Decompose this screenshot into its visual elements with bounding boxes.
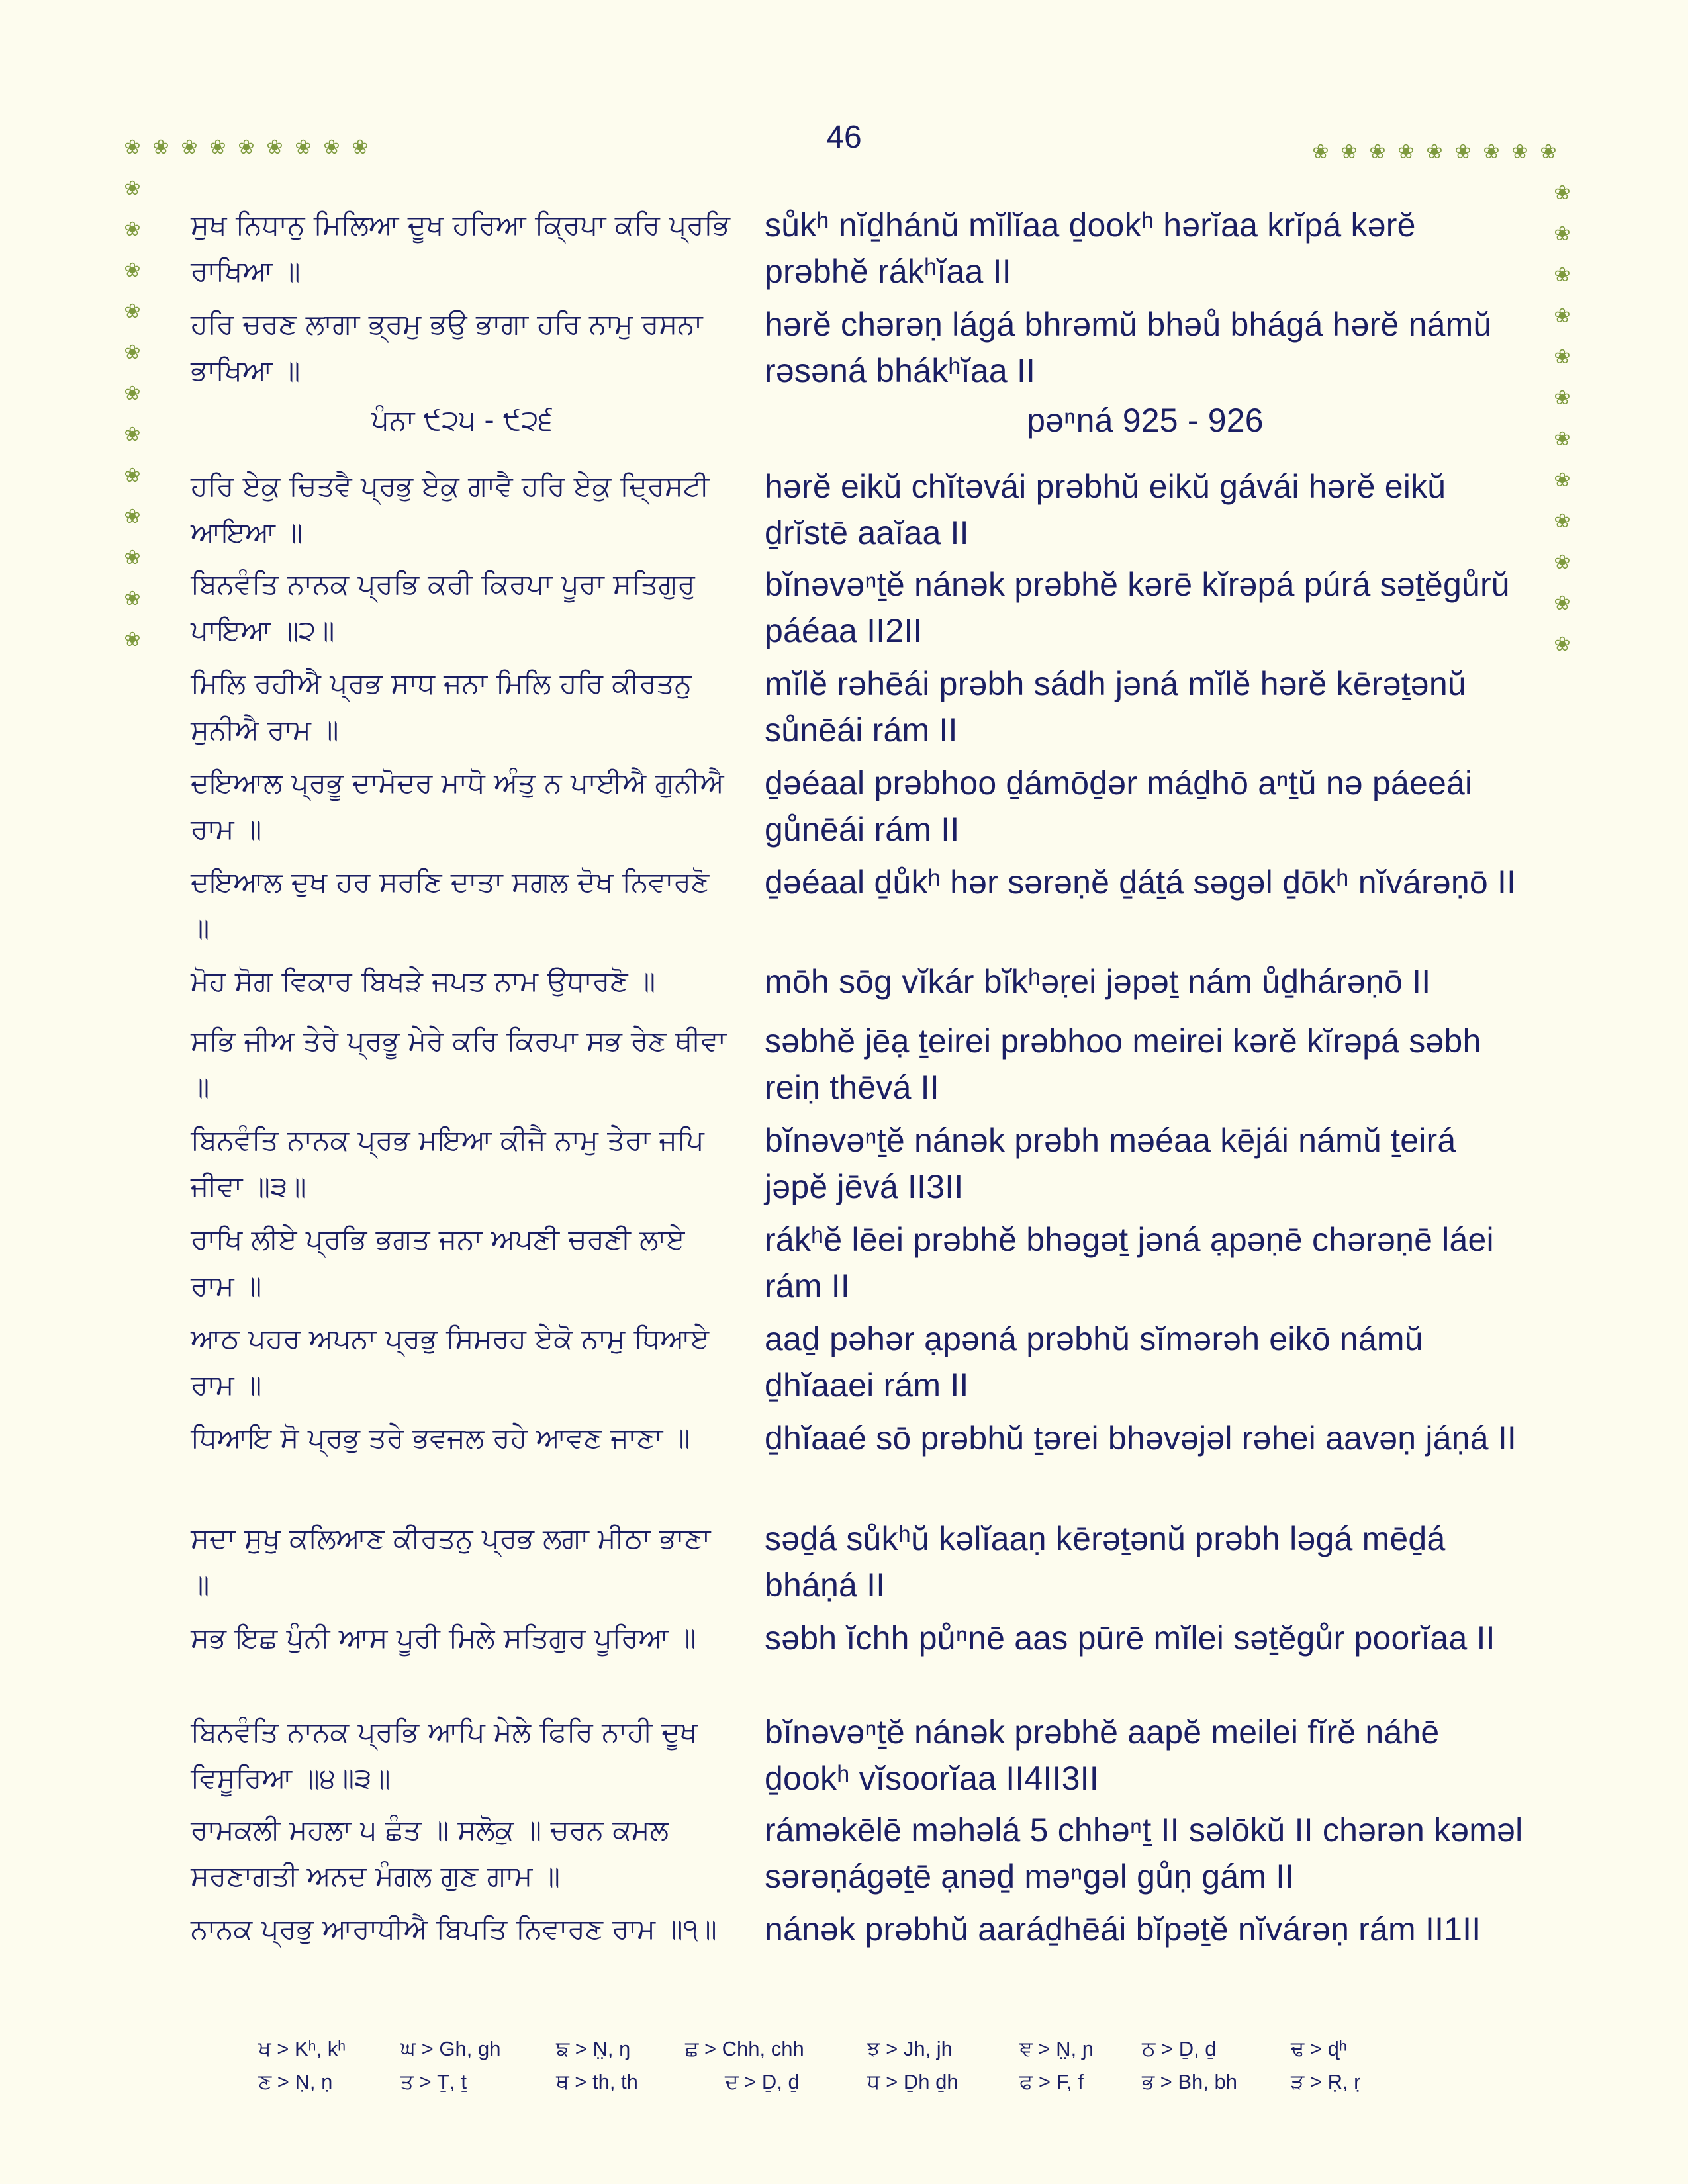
flower-icon: ❀ <box>1554 633 1571 656</box>
legend-item: ਢ > ɖʰ <box>1291 2037 1347 2060</box>
flower-icon: ❀ <box>1554 387 1571 410</box>
flower-icon: ❀ <box>124 505 141 528</box>
flower-icon: ❀ <box>124 546 141 569</box>
gurmukhi-line: ਨਾਨਕ ਪ੍ਰਭੁ ਆਰਾਧੀਐ ਬਿਪਤਿ ਨਿਵਾਰਣ ਰਾਮ ॥੧॥ <box>191 1913 717 1945</box>
legend-item: ਫ > F, f <box>1019 2070 1084 2093</box>
flower-icon: ❀ <box>124 341 141 364</box>
page-number: 46 <box>826 120 862 155</box>
flower-icon: ❀ <box>181 136 198 159</box>
gurmukhi-line: ਸੁਖ ਨਿਧਾਨੁ ਮਿਲਿਆ ਦੂਖ ਹਰਿਆ ਕ੍ਰਿਪਾ ਕਰਿ ਪ੍ਰਭਿ ਰਾਖਿਆ ॥ <box>191 208 730 287</box>
flower-icon: ❀ <box>124 628 141 651</box>
legend-item: ਭ > Bh, bh <box>1142 2070 1237 2093</box>
gurmukhi-line: ਬਿਨਵੰਤਿ ਨਾਨਕ ਪ੍ਰਭਿ ਕਰੀ ਕਿਰਪਾ ਪੂਰਾ ਸਤਿਗੁਰੁ ਪਾਇਆ ॥੨॥ <box>191 568 695 647</box>
legend-item: ਖ > Kʰ, kʰ <box>258 2037 346 2060</box>
legend-item: ਙ > N̤, ŋ <box>556 2037 631 2060</box>
flower-icon: ❀ <box>152 136 169 159</box>
transliteration-line: ḏəéaal ḏůkʰ hər sərəṇĕ ḏáṯá səgəl ḏōkʰ nĭvárəṇō II <box>765 864 1517 901</box>
flower-icon: ❀ <box>1554 222 1571 246</box>
flower-icon: ❀ <box>1554 181 1571 205</box>
flower-icon: ❀ <box>1540 140 1557 163</box>
legend-item: ਛ > Chh, chh <box>685 2037 804 2060</box>
legend-item: ਥ > th, th <box>556 2070 638 2093</box>
flower-icon: ❀ <box>1454 140 1472 163</box>
transliteration-line: nánək prəbhŭ aaráḏhēái bĭpəṯĕ nĭvárəṇ rám II1II <box>765 1911 1481 1948</box>
flower-icon: ❀ <box>1554 345 1571 369</box>
gurmukhi-line: ਰਾਖਿ ਲੀਏ ਪ੍ਰਭਿ ਭਗਤ ਜਨਾ ਅਪਣੀ ਚਰਣੀ ਲਾਏ ਰਾਮ ॥ <box>191 1223 685 1302</box>
transliteration-line: sůkʰ nĭḏhánŭ mĭlĭaa ḏookʰ hərĭaa krĭpá kərĕ prəbhĕ rákʰĭaa II <box>765 206 1416 290</box>
transliteration-line: hərĕ eikŭ chĭtəvái prəbhŭ eikŭ gávái hərĕ eikŭ ḏrĭstē aaĭaa II <box>765 468 1446 551</box>
flower-icon: ❀ <box>124 136 141 159</box>
flower-icon: ❀ <box>1369 140 1386 163</box>
flower-icon: ❀ <box>1312 140 1329 163</box>
gurmukhi-line: ਬਿਨਵੰਤਿ ਨਾਨਕ ਪ੍ਰਭਿ ਆਪਿ ਮੇਲੇ ਫਿਰਿ ਨਾਹੀ ਦੂਖ ਵਿਸੂਰਿਆ ॥੪॥੩॥ <box>191 1715 698 1794</box>
transliteration-line: ḏəéaal prəbhoo ḏámōḏər máḏhō aⁿṯŭ nə páeeái gůnēái rám II <box>765 764 1473 848</box>
gurmukhi-line: ਸਦਾ ਸੁਖੁ ਕਲਿਆਣ ਕੀਰਤਨੁ ਪ੍ਰਭ ਲਗਾ ਮੀਠਾ ਭਾਣਾ ॥ <box>191 1522 711 1601</box>
flower-icon: ❀ <box>238 136 255 159</box>
flower-icon: ❀ <box>124 587 141 610</box>
gurmukhi-line: ਹਰਿ ਚਰਣ ਲਾਗਾ ਭ੍ਰਮੁ ਭਉ ਭਾਗਾ ਹਰਿ ਨਾਮੁ ਰਸਨਾ ਭਾਖਿਆ ॥ <box>191 308 703 387</box>
transliteration-line: aaḏ pəhər ạpəná prəbhŭ sĭmərəh eikō námŭ ḏhĭaaei rám II <box>765 1320 1423 1404</box>
flower-icon: ❀ <box>124 423 141 446</box>
gurmukhi-line: ਸਭ ਇਛ ਪੁੰਨੀ ਆਸ ਪੂਰੀ ਮਿਲੇ ਸਤਿਗੁਰ ਪੂਰਿਆ ॥ <box>191 1621 696 1654</box>
gurmukhi-line: ਧਿਆਇ ਸੋ ਪ੍ਰਭੁ ਤਰੇ ਭਵਜਲ ਰਹੇ ਆਵਣ ਜਾਣਾ ॥ <box>191 1422 690 1454</box>
transliteration-line: səḏá sůkʰŭ kəlĭaaṇ kērəṯənŭ prəbh ləgá mēḏá bháṇá II <box>765 1520 1446 1604</box>
legend-item: ੜ > Ṛ, ṛ <box>1291 2070 1361 2093</box>
flower-icon: ❀ <box>209 136 226 159</box>
gurmukhi-line: ਸਭਿ ਜੀਅ ਤੇਰੇ ਪ੍ਰਭੂ ਮੇਰੇ ਕਰਿ ਕਿਰਪਾ ਸਭ ਰੇਣ ਥੀਵਾ ॥ <box>191 1024 727 1103</box>
flower-icon: ❀ <box>1554 551 1571 574</box>
flower-icon: ❀ <box>1397 140 1415 163</box>
flower-icon: ❀ <box>124 300 141 323</box>
transliteration-line: bĭnəvəⁿṯĕ nánək prəbh məéaa kējái námŭ ṯeirá jəpĕ jēvá II3II <box>765 1122 1456 1205</box>
flower-icon: ❀ <box>1511 140 1528 163</box>
gurmukhi-line: ਬਿਨਵੰਤਿ ਨਾਨਕ ਪ੍ਰਭ ਮਇਆ ਕੀਜੈ ਨਾਮੁ ਤੇਰਾ ਜਪਿ ਜੀਵਾ ॥੩॥ <box>191 1124 704 1203</box>
legend-item: ਘ > Gh, gh <box>400 2037 501 2060</box>
flower-icon: ❀ <box>266 136 283 159</box>
legend-item: ਞ > N̤, ɲ <box>1019 2037 1094 2060</box>
transliteration-line: səbhĕ jēạ ṯeirei prəbhoo meirei kərĕ kĭrəpá səbh reiṇ thēvá II <box>765 1023 1481 1106</box>
flower-icon: ❀ <box>124 382 141 405</box>
gurmukhi-line: ਦਇਆਲ ਪ੍ਰਭੂ ਦਾਮੋਦਰ ਮਾਧੋ ਅੰਤੁ ਨ ਪਾਈਐ ਗੁਨੀਐ ਰਾਮ ॥ <box>191 766 724 845</box>
flower-icon: ❀ <box>323 136 340 159</box>
legend-item: ਦ > Ḏ, ḏ <box>725 2070 800 2093</box>
legend-item: ਝ > Jh, jh <box>867 2037 953 2060</box>
flower-icon: ❀ <box>1554 428 1571 451</box>
gurmukhi-page-reference: ਪੰਨਾ ੯੨੫ - ੯੨੬ <box>371 404 553 436</box>
legend-item: ਤ > Ṯ, ṯ <box>400 2070 467 2093</box>
flower-icon: ❀ <box>124 259 141 282</box>
transliteration-line: bĭnəvəⁿṯĕ nánək prəbhĕ kərē kĭrəpá púrá səṯĕgůrŭ páéaa II2II <box>765 566 1510 649</box>
flower-icon: ❀ <box>1483 140 1500 163</box>
transliteration-line: mĭlĕ rəhēái prəbh sádh jəná mĭlĕ hərĕ kērəṯənŭ sůnēái rám II <box>765 665 1466 749</box>
legend-item: ਧ > Ḏh ḏh <box>867 2070 959 2093</box>
flower-icon: ❀ <box>1554 263 1571 287</box>
gurmukhi-line: ਮਿਲਿ ਰਹੀਐ ਪ੍ਰਭ ਸਾਧ ਜਨਾ ਮਿਲਿ ਹਰਿ ਕੀਰਤਨੁ ਸੁਨੀਐ ਰਾਮ ॥ <box>191 667 692 746</box>
gurmukhi-line: ਰਾਮਕਲੀ ਮਹਲਾ ੫ ਛੰਤ ॥ ਸਲੋਕੁ ॥ ਚਰਨ ਕਮਲ ਸਰਣਾਗਤੀ ਅਨਦ ਮੰਗਲ ਗੁਣ ਗਾਮ ॥ <box>191 1813 669 1892</box>
transliteration-line: hərĕ chərəṇ lágá bhrəmŭ bhəů bhágá hərĕ námŭ rəsəná bhákʰĭaa II <box>765 306 1492 389</box>
transliteration-line: bĭnəvəⁿṯĕ nánək prəbhĕ aapĕ meilei fĭrĕ náhē ḏookʰ vĭsoorĭaa II4II3II <box>765 1713 1440 1797</box>
gurmukhi-line: ਹਰਿ ਏਕੁ ਚਿਤਵੈ ਪ੍ਰਭੁ ਏਕੁ ਗਾਵੈ ਹਰਿ ਏਕੁ ਦ੍ਰਿਸਟੀ ਆਇਆ ॥ <box>191 470 710 549</box>
gurmukhi-line: ਆਠ ਪਹਰ ਅਪਨਾ ਪ੍ਰਭੁ ਸਿਮਰਹ ਏਕੋ ਨਾਮੁ ਧਿਆਏ ਰਾਮ ॥ <box>191 1322 710 1401</box>
flower-icon: ❀ <box>1340 140 1358 163</box>
flower-icon: ❀ <box>1554 510 1571 533</box>
transliteration-line: ḏhĭaaé sō prəbhŭ ṯərei bhəvəjəl rəhei aavəṇ jáṇá II <box>765 1420 1517 1457</box>
transliteration-line: rákʰĕ lēei prəbhĕ bhəgəṯ jəná ạpəṇē chərəṇē láei rám II <box>765 1221 1494 1304</box>
transliteration-line: ráməkēlē məhəlá 5 chhəⁿṯ II səlōkŭ II chərən kəməl sərəṇágəṯē ạnəḏ məⁿgəl gůṇ gám II <box>765 1811 1523 1895</box>
flower-icon: ❀ <box>352 136 369 159</box>
flower-icon: ❀ <box>1554 469 1571 492</box>
legend-item: ਠ > Ḏ, ḏ <box>1142 2037 1217 2060</box>
flower-icon: ❀ <box>124 464 141 487</box>
flower-icon: ❀ <box>124 177 141 200</box>
flower-icon: ❀ <box>1554 304 1571 328</box>
transliteration-page-reference: pəⁿná 925 - 926 <box>1027 402 1264 439</box>
legend-item: ਣ > Ṇ, ṇ <box>258 2070 333 2093</box>
flower-icon: ❀ <box>124 218 141 241</box>
flower-icon: ❀ <box>1426 140 1443 163</box>
legend-row <box>258 2070 1450 2103</box>
gurmukhi-line: ਦਇਆਲ ਦੁਖ ਹਰ ਸਰਣਿ ਦਾਤਾ ਸਗਲ ਦੋਖ ਨਿਵਾਰਣੋ ॥ <box>191 866 710 944</box>
flower-icon: ❀ <box>295 136 312 159</box>
flower-icon: ❀ <box>1554 592 1571 615</box>
transliteration-line: səbh ĭchh půⁿnē aas pūrē mĭlei səṯĕgůr poorĭaa II <box>765 1619 1495 1657</box>
gurmukhi-line: ਮੋਹ ਸੋਗ ਵਿਕਾਰ ਬਿਖੜੇ ਜਪਤ ਨਾਮ ਉਧਾਰਣੋ ॥ <box>191 965 656 997</box>
transliteration-line: mōh sōg vĭkár bĭkʰəṛei jəpəṯ nám ůḏhárəṇō II <box>765 963 1431 1000</box>
legend-row <box>258 2037 1450 2070</box>
